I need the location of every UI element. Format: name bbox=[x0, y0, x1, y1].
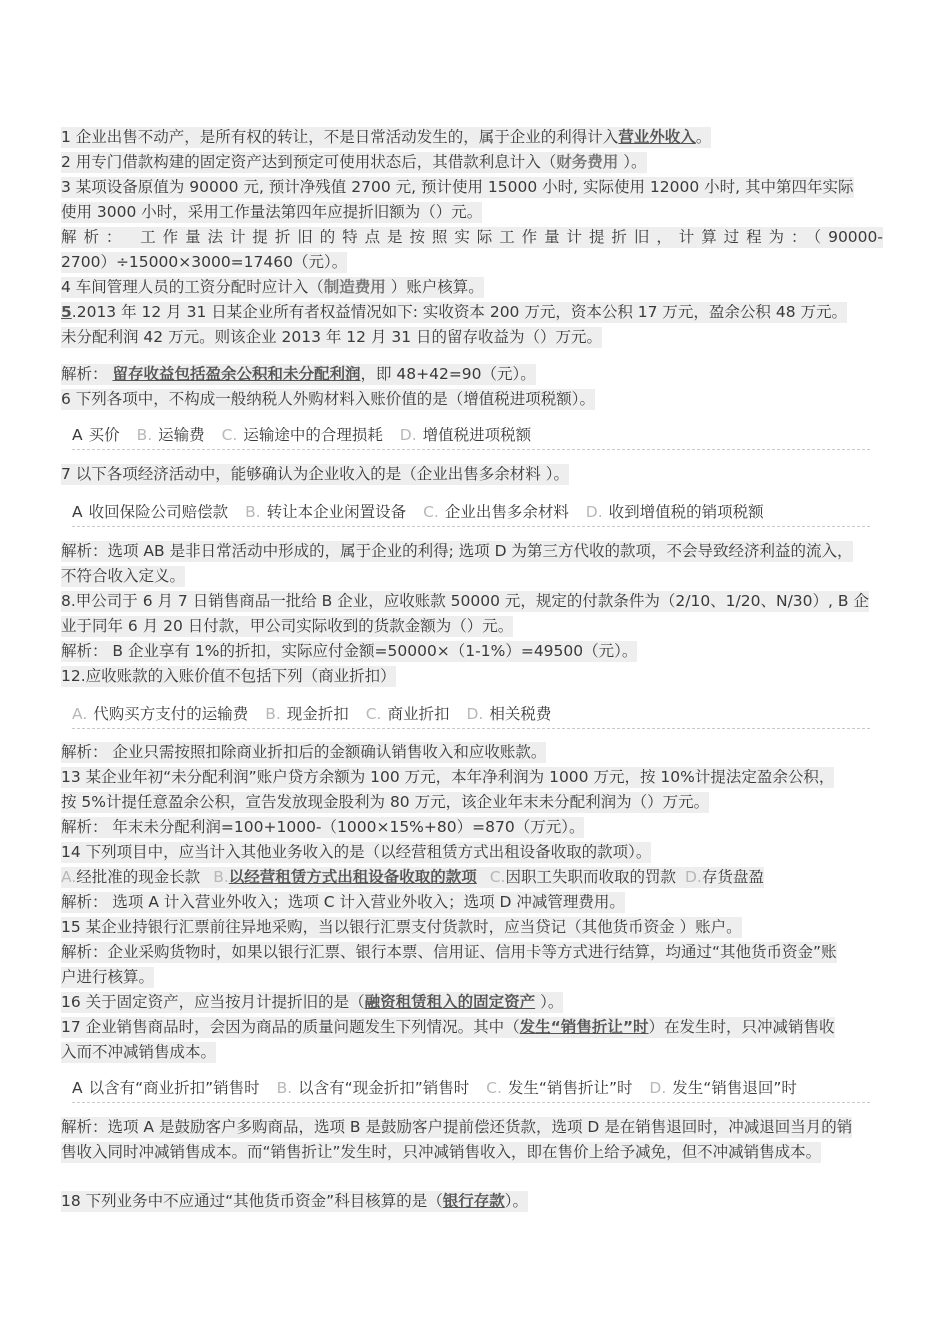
option-b: B.以经营租赁方式出租设备收取的款项 bbox=[213, 868, 477, 886]
question-5-line-2: 未分配利润 42 万元。则该企业 2013 年 12 月 31 日的留存收益为（）万元。 bbox=[61, 328, 603, 346]
option-a: A. 代购买方支付的运输费 bbox=[72, 705, 249, 723]
option-a: A.经批准的现金长款 bbox=[61, 868, 201, 886]
option-c: C. 企业出售多余材料 bbox=[423, 503, 569, 521]
question-17-options bbox=[72, 1076, 870, 1103]
question-14-options bbox=[61, 867, 764, 888]
option-c: C. 运输途中的合理损耗 bbox=[221, 426, 383, 444]
answer: 营业外收入 bbox=[618, 128, 696, 146]
option-b: B. 转让本企业闲置设备 bbox=[245, 503, 407, 521]
option-a: A 买价 bbox=[72, 426, 120, 444]
analysis-17-line-2: 售收入同时冲减销售成本。而“销售折让”发生时，只冲减销售收入，即在售价上给予减免，但不冲减销售成本。 bbox=[61, 1143, 822, 1161]
question-6-options bbox=[72, 423, 870, 450]
answer: 财务费用 bbox=[556, 153, 619, 171]
option-c: C. 商业折扣 bbox=[365, 705, 450, 723]
analysis-15-line-2: 户进行核算。 bbox=[61, 968, 155, 986]
analysis-14: 解析： 选项 A 计入营业外收入；选项 C 计入营业外收入；选项 D 冲减管理费用。 bbox=[61, 893, 625, 911]
analysis-3-line-2: 2700）÷15000×3000=17460（元）。 bbox=[61, 253, 348, 271]
answer: 发生“销售折让”时 bbox=[519, 1018, 649, 1036]
option-d: D. 收到增值税的销项税额 bbox=[585, 503, 764, 521]
option-d: D.存货盘盈 bbox=[684, 868, 764, 886]
question-1: 1 企业出售不动产，是所有权的转让，不是日常活动发生的，属于企业的利得计入营业外收入。 bbox=[61, 128, 712, 146]
option-d: D. 相关税费 bbox=[466, 705, 552, 723]
question-13-line-1: 13 某企业年初“未分配利润”账户贷方余额为 100 万元，本年净利润为 1000 万元，按 10%计提法定盈余公积， bbox=[61, 768, 835, 786]
question-15: 15 某企业持银行汇票前往异地采购，当以银行汇票支付货款时，应当贷记（其他货币资金 ）账户。 bbox=[61, 918, 742, 936]
analysis-17-line-1: 解析：选项 A 是鼓励客户多购商品，选项 B 是鼓励客户提前偿还货款，选项 D 是在销售退回时，冲减退回当月的销 bbox=[61, 1118, 853, 1136]
option-a: A 以含有“商业折扣”销售时 bbox=[72, 1079, 260, 1097]
question-5-line-1: 5.2013 年 12 月 31 日某企业所有者权益情况如下: 实收资本 200 万元，资本公积 17 万元，盈余公积 48 万元。 bbox=[61, 303, 847, 321]
question-3-line-1: 3 某项设备原值为 90000 元, 预计净残值 2700 元, 预计使用 15000 小时, 实际使用 12000 小时, 其中第四年实际 bbox=[61, 178, 854, 196]
option-c: C.因职工失职而收取的罚款 bbox=[489, 868, 676, 886]
question-18: 18 下列业务中不应通过“其他货币资金”科目核算的是（银行存款）。 bbox=[61, 1192, 528, 1210]
answer: 制造费用 bbox=[323, 278, 386, 296]
analysis-8: 解析： B 企业享有 1%的折扣，实际应付金额=50000×（1-1%）=49500（元）。 bbox=[61, 642, 638, 660]
analysis-7-line-2: 不符合收入定义。 bbox=[61, 567, 186, 585]
answer: 融资租赁租入的固定资产 bbox=[364, 993, 536, 1011]
option-a: A 收回保险公司赔偿款 bbox=[72, 503, 229, 521]
analysis-5: 解析： 留存收益包括盈余公积和未分配利润，即 48+42=90（元）。 bbox=[61, 365, 536, 383]
option-d: D. 增值税进项税额 bbox=[399, 426, 532, 444]
option-b: B. 运输费 bbox=[136, 426, 205, 444]
option-b: B. 以含有“现金折扣”销售时 bbox=[276, 1079, 470, 1097]
question-14: 14 下列项目中，应当计入其他业务收入的是（以经营租赁方式出租设备收取的款项）。 bbox=[61, 843, 652, 861]
question-17-line-2: 入而不冲减销售成本。 bbox=[61, 1043, 217, 1061]
option-c: C. 发生“销售折让”时 bbox=[486, 1079, 633, 1097]
analysis-13: 解析： 年末未分配利润=100+1000-（1000×15%+80）=870（万元）。 bbox=[61, 818, 585, 836]
question-8-line-2: 业于同年 6 月 20 日付款，甲公司实际收到的货款金额为（）元。 bbox=[61, 617, 514, 635]
analysis-7-line-1: 解析：选项 AB 是非日常活动中形成的，属于企业的利得; 选项 D 为第三方代收的款项，不会导致经济利益的流入， bbox=[61, 542, 853, 560]
analysis-3-line-1: 解析： 工作量法计提折旧的特点是按照实际工作量计提折旧，计算过程为：（90000- bbox=[61, 228, 883, 246]
question-7: 7 以下各项经济活动中，能够确认为企业收入的是（企业出售多余材料 ）。 bbox=[61, 465, 569, 483]
question-7-options bbox=[72, 500, 870, 527]
question-13-line-2: 按 5%计提任意盈余公积，宣告发放现金股利为 80 万元，该企业年末未分配利润为（）万元。 bbox=[61, 793, 710, 811]
question-12: 12.应收账款的入账价值不包括下列（商业折扣） bbox=[61, 667, 396, 685]
question-6: 6 下列各项中，不构成一般纳税人外购材料入账价值的是（增值税进项税额）。 bbox=[61, 390, 596, 408]
question-3-line-2: 使用 3000 小时，采用工作量法第四年应提折旧额为（）元。 bbox=[61, 203, 483, 221]
option-b: B. 现金折扣 bbox=[265, 705, 349, 723]
question-2: 2 用专门借款构建的固定资产达到预定可使用状态后，其借款利息计入（财务费用 ）。 bbox=[61, 153, 647, 171]
answer: 银行存款 bbox=[442, 1192, 505, 1210]
analysis-15-line-1: 解析：企业采购货物时，如果以银行汇票、银行本票、信用证、信用卡等方式进行结算，均通过“其他货币资金”账 bbox=[61, 943, 837, 961]
question-8-line-1: 8.甲公司于 6 月 7 日销售商品一批给 B 企业，应收账款 50000 元，规定的付款条件为（2/10、1/20、N/30）, B 企 bbox=[61, 592, 869, 610]
option-d: D. 发生“销售退回”时 bbox=[649, 1079, 797, 1097]
question-17-line-1: 17 企业销售商品时，会因为商品的质量问题发生下列情况。其中（发生“销售折让”时）在发生时，只冲减销售收 bbox=[61, 1018, 835, 1036]
analysis-12: 解析： 企业只需按照扣除商业折扣后的金额确认销售收入和应收账款。 bbox=[61, 743, 547, 761]
question-4: 4 车间管理人员的工资分配时应计入（制造费用 ）账户核算。 bbox=[61, 278, 484, 296]
question-12-options bbox=[72, 702, 870, 729]
question-16: 16 关于固定资产，应当按月计提折旧的是（融资租赁租入的固定资产 ）。 bbox=[61, 993, 564, 1011]
